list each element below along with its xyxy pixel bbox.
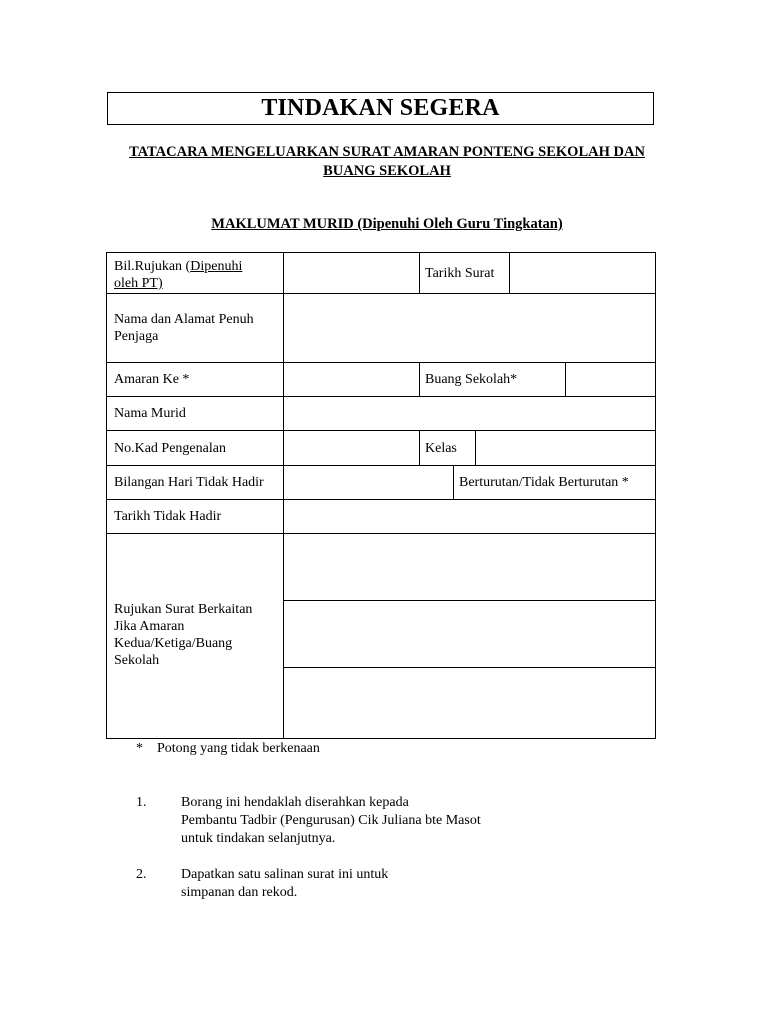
row-divider <box>107 396 655 397</box>
note-1 <box>136 794 676 848</box>
column-divider <box>565 362 566 396</box>
note-number: 2. <box>136 867 147 882</box>
column-divider <box>475 430 476 465</box>
subtitle: TATACARA MENGELUARKAN SURAT AMARAN PONTENG SEKOLAH DAN BUANG SEKOLAH <box>129 144 645 179</box>
column-divider <box>509 253 510 293</box>
student-info-form <box>106 252 656 739</box>
tarikh-surat-label: Tarikh Surat <box>425 266 495 281</box>
column-divider <box>419 253 420 293</box>
nama-alamat-label: Nama dan Alamat Penuh Penjaga <box>114 312 254 344</box>
row-divider <box>283 667 655 668</box>
row-divider <box>107 293 655 294</box>
berturutan-label: Berturutan/Tidak Berturutan * <box>459 475 629 490</box>
tarikh-tidak-hadir-label: Tarikh Tidak Hadir <box>114 509 222 524</box>
note-line: Borang ini hendaklah diserahkan kepada <box>181 795 409 810</box>
note-number: 1. <box>136 795 147 810</box>
note-line: Dapatkan satu salinan surat ini untuk <box>181 867 389 882</box>
row-divider <box>107 499 655 500</box>
note-line: Pembantu Tadbir (Pengurusan) Cik Juliana bte Masot <box>181 813 481 828</box>
note-line: untuk tindakan selanjutnya. <box>181 831 336 846</box>
no-kad-label: No.Kad Pengenalan <box>114 441 226 456</box>
footnote-marker: * <box>136 741 143 756</box>
note-line: simpanan dan rekod. <box>181 885 298 900</box>
column-divider <box>453 465 454 499</box>
section-heading: MAKLUMAT MURID (Dipenuhi Oleh Guru Tingkatan) <box>211 216 563 232</box>
nama-murid-label: Nama Murid <box>114 406 186 421</box>
title-box <box>107 92 654 125</box>
column-divider <box>419 362 420 396</box>
footnote <box>136 740 320 758</box>
row-divider <box>107 533 655 534</box>
row-divider <box>107 430 655 431</box>
note-2 <box>136 866 676 902</box>
row-divider <box>107 362 655 363</box>
bil-rujukan-label: Bil.Rujukan (Dipenuhi oleh PT) <box>114 259 243 291</box>
page-title: TINDAKAN SEGERA <box>261 95 500 121</box>
amaran-ke-label: Amaran Ke * <box>114 372 190 387</box>
row-divider <box>107 465 655 466</box>
footnote-text: Potong yang tidak berkenaan <box>157 741 320 756</box>
column-divider <box>283 253 284 738</box>
rujukan-surat-label: Rujukan Surat Berkaitan Jika Amaran Kedua/Ketiga/Buang Sekolah <box>114 602 253 668</box>
bilangan-hari-label: Bilangan Hari Tidak Hadir <box>114 475 264 490</box>
kelas-label: Kelas <box>425 441 457 456</box>
row-divider <box>283 600 655 601</box>
column-divider <box>419 430 420 465</box>
buang-sekolah-label: Buang Sekolah* <box>425 372 518 387</box>
